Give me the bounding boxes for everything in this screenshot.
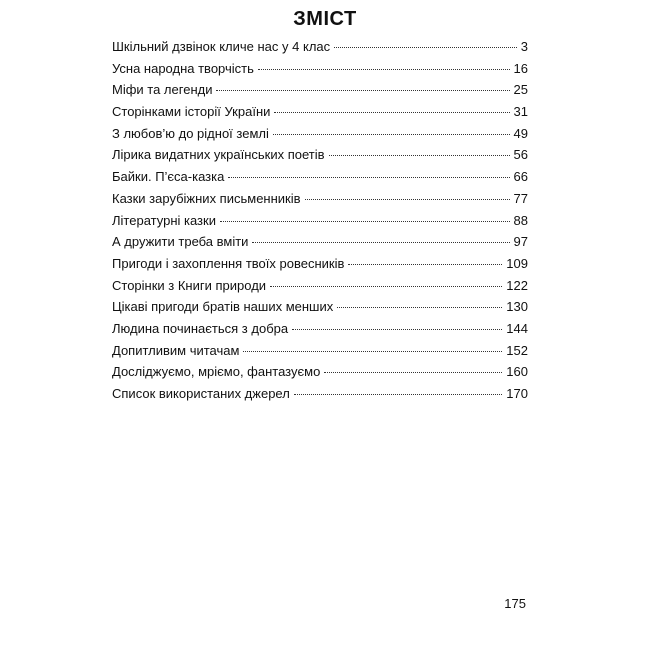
toc-entry-page: 144: [506, 320, 528, 336]
toc-entry-page: 77: [513, 190, 528, 206]
dot-leader: [216, 90, 509, 91]
toc-entry: [112, 210, 528, 232]
page-number: 175: [504, 596, 526, 611]
toc-entry-page: 25: [513, 82, 528, 98]
toc-entry: [112, 275, 528, 297]
toc-entry-page: 122: [506, 277, 528, 293]
toc-entry: [112, 296, 528, 318]
toc-entry-label: Людина починається з добра: [112, 320, 289, 336]
toc-entry-label: Байки. П’єса-казка: [112, 169, 225, 185]
toc-entry-label: Літературні казки: [112, 212, 216, 228]
toc-entry: [112, 318, 528, 340]
dot-leader: [252, 242, 509, 243]
toc-entry: [112, 123, 528, 145]
page-title: ЗМІСТ: [293, 8, 357, 30]
dot-leader: [294, 394, 502, 395]
toc-entry-label: Список використаних джерел: [112, 386, 290, 401]
toc-entry-page: 97: [513, 234, 528, 250]
toc-entry-label: А дружити треба вміти: [112, 234, 249, 250]
toc-entry-page: 49: [513, 125, 528, 141]
dot-leader: [337, 307, 502, 308]
toc-entry-label: Сторінками історії України: [112, 104, 271, 120]
dot-leader: [274, 112, 509, 113]
toc-entry-label: Казки зарубіжних письменників: [112, 190, 301, 206]
toc-entry: [112, 383, 528, 405]
dot-leader: [270, 286, 502, 287]
toc-entry: [112, 36, 528, 58]
dot-leader: [292, 329, 502, 330]
dot-leader: [243, 351, 502, 352]
toc-entry-label: Міфи та легенди: [112, 82, 213, 98]
toc-entry: [112, 166, 528, 188]
toc-entry: [112, 79, 528, 101]
toc-entry-page: 130: [506, 299, 528, 315]
dot-leader: [228, 177, 509, 178]
toc-entry-page: 152: [506, 342, 528, 358]
dot-leader: [348, 264, 502, 265]
toc-entry-label: Лірика видатних українських поетів: [112, 147, 325, 163]
toc-entry: [112, 253, 528, 275]
toc-entry-label: Сторінки з Книги природи: [112, 277, 267, 293]
dot-leader: [220, 221, 510, 222]
toc-entry: [112, 188, 528, 210]
toc-entry-label: Цікаві пригоди братів наших менших: [112, 299, 334, 315]
dot-leader: [258, 69, 510, 70]
toc-entry-page: 16: [513, 60, 528, 76]
toc-entry-label: Усна народна творчість: [112, 60, 254, 76]
toc-entry-label: З любов’ю до рідної землі: [112, 125, 269, 141]
toc-entry-page: 31: [513, 104, 528, 120]
toc-entry-page: 66: [513, 169, 528, 185]
toc-entry-label: Досліджуємо, мріємо, фантазуємо: [112, 364, 321, 380]
dot-leader: [273, 134, 510, 135]
toc-entry: [112, 101, 528, 123]
dot-leader: [324, 372, 502, 373]
dot-leader: [329, 155, 510, 156]
toc-entry-page: 56: [513, 147, 528, 163]
toc-entry: [112, 58, 528, 80]
toc-entry-page: 160: [506, 364, 528, 380]
dot-leader: [305, 199, 510, 200]
toc-entry-page: 88: [513, 212, 528, 228]
table-of-contents: [112, 36, 528, 405]
toc-entry-label: Шкільний дзвінок кличе нас у 4 клас: [112, 39, 331, 54]
toc-entry: [112, 231, 528, 253]
toc-entry-label: Допитливим читачам: [112, 342, 240, 358]
toc-entry-page: 3: [520, 39, 528, 54]
dot-leader: [334, 47, 517, 48]
toc-entry-page: 109: [506, 255, 528, 271]
toc-entry: [112, 340, 528, 362]
toc-entry-label: Пригоди і захоплення твоїх ровесників: [112, 255, 345, 271]
toc-entry: [112, 361, 528, 383]
toc-entry: [112, 144, 528, 166]
toc-entry-page: 170: [506, 386, 528, 401]
